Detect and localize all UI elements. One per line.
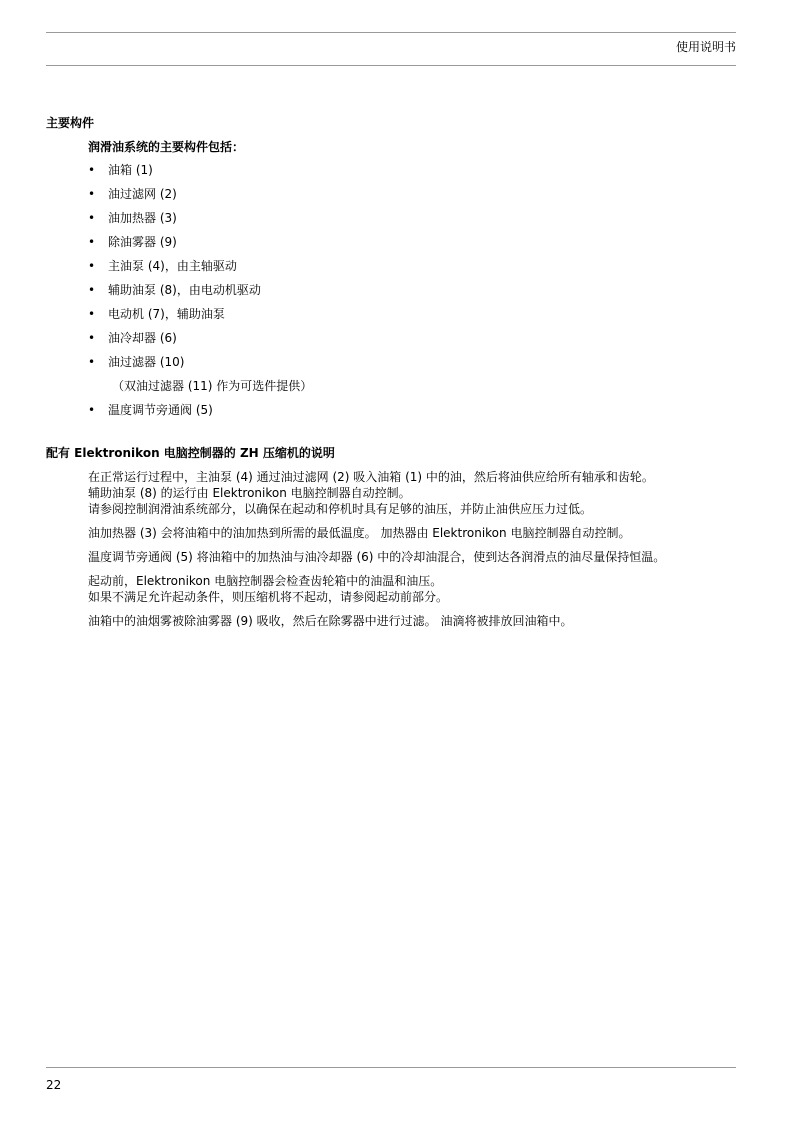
bullet-icon: • [88,235,96,249]
paragraph [88,469,738,517]
list-item-text: 油箱 (1) [108,163,153,177]
list-item-text: 温度调节旁通阀 (5) [108,403,213,417]
bullet-icon: • [88,187,96,201]
bullet-icon: • [88,331,96,345]
paragraph [88,613,738,629]
bullet-icon: • [88,211,96,225]
paragraph-line: 油箱中的油烟雾被除油雾器 (9) 吸收，然后在除雾器中进行过滤。 油滴将被排放回油箱中。 [88,614,573,628]
components-intro: 润滑油系统的主要构件包括： [88,140,245,154]
paragraph-line: 温度调节旁通阀 (5) 将油箱中的加热油与油冷却器 (6) 中的冷却油混合，使到达各润滑点的油尽量保持恒温。 [88,550,666,564]
bullet-icon: • [88,355,96,369]
bullet-icon: • [88,259,96,273]
bullet-icon: • [88,283,96,297]
list-item-text: 油冷却器 (6) [108,331,177,345]
header-top-rule [46,32,736,33]
optional-filter-note: （双油过滤器 (11) 作为可选件提供） [112,379,313,393]
footer-rule [46,1067,736,1068]
paragraph-line: 起动前，Elektronikon 电脑控制器会检查齿轮箱中的油温和油压。 [88,574,443,588]
header-bottom-rule [46,65,736,66]
description-body [88,469,738,637]
paragraph-line: 在正常运行过程中，主油泵 (4) 通过油过滤网 (2) 吸入油箱 (1) 中的油，然后将油供应给所有轴承和齿轮。 [88,470,654,484]
bullet-icon: • [88,403,96,417]
paragraph-line: 辅助油泵 (8) 的运行由 Elektronikon 电脑控制器自动控制。 [88,486,411,500]
list-item-text: 电动机 (7)，辅助油泵 [108,307,225,321]
section-heading-elektronikon: 配有 Elektronikon 电脑控制器的 ZH 压缩机的说明 [46,446,335,460]
paragraph [88,549,738,565]
paragraph-line: 油加热器 (3) 会将油箱中的油加热到所需的最低温度。 加热器由 Elektronikon 电脑控制器自动控制。 [88,526,631,540]
list-item-text: 油过滤网 (2) [108,187,177,201]
bullet-icon: • [88,163,96,177]
bullet-icon: • [88,307,96,321]
list-item-text: 油过滤器 (10) [108,355,185,369]
list-item-text: 除油雾器 (9) [108,235,177,249]
list-item-text: 辅助油泵 (8)，由电动机驱动 [108,283,261,297]
page-number: 22 [46,1078,62,1092]
list-item-text: 主油泵 (4)，由主轴驱动 [108,259,237,273]
paragraph [88,573,738,605]
header-title: 使用说明书 [675,40,736,54]
paragraph-line: 请参阅控制润滑油系统部分，以确保在起动和停机时具有足够的油压，并防止油供应压力过低。 [88,502,593,516]
paragraph-line: 如果不满足允许起动条件，则压缩机将不起动，请参阅起动前部分。 [88,590,449,604]
list-item-text: 油加热器 (3) [108,211,177,225]
paragraph [88,525,738,541]
section-heading-main-components: 主要构件 [46,116,95,130]
